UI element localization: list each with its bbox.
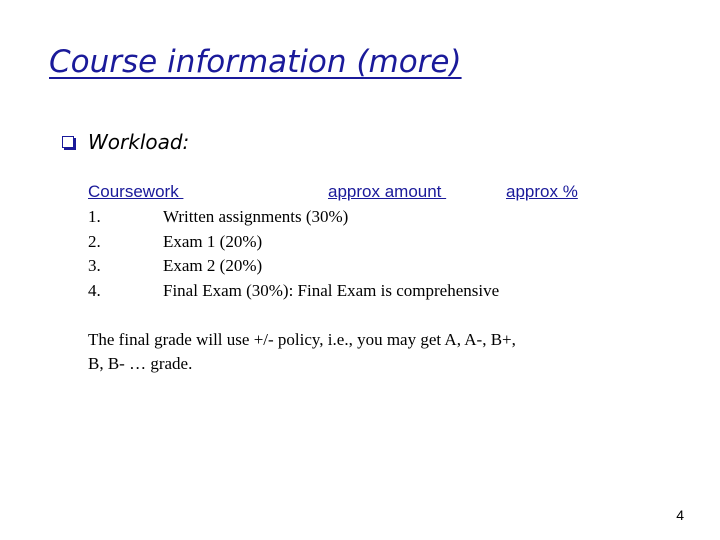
row-text: Exam 2 (20%) bbox=[163, 256, 263, 275]
grading-note-line: The final grade will use +/- policy, i.e., you may get A, A-, B+, bbox=[88, 330, 516, 349]
page-number: 4 bbox=[676, 507, 684, 523]
row-number: 4. bbox=[88, 281, 101, 300]
row-number: 2. bbox=[88, 232, 101, 251]
header-coursework: Coursework bbox=[88, 182, 184, 201]
row-number: 1. bbox=[88, 207, 101, 226]
row-text: Final Exam (30%): Final Exam is comprehensive bbox=[163, 281, 500, 300]
grading-note-line: B, B- … grade. bbox=[88, 354, 193, 373]
slide-title: Course information (more) bbox=[49, 44, 462, 80]
workload-label: Workload: bbox=[88, 130, 190, 154]
header-approx-percent: approx % bbox=[506, 182, 578, 201]
row-number: 3. bbox=[88, 256, 101, 275]
checkbox-square-icon bbox=[62, 136, 74, 148]
grading-note bbox=[88, 328, 648, 376]
row-text: Exam 1 (20%) bbox=[163, 232, 263, 251]
workload-bullet bbox=[62, 130, 189, 154]
header-approx-amount: approx amount bbox=[328, 182, 447, 201]
row-text: Written assignments (30%) bbox=[163, 207, 349, 226]
